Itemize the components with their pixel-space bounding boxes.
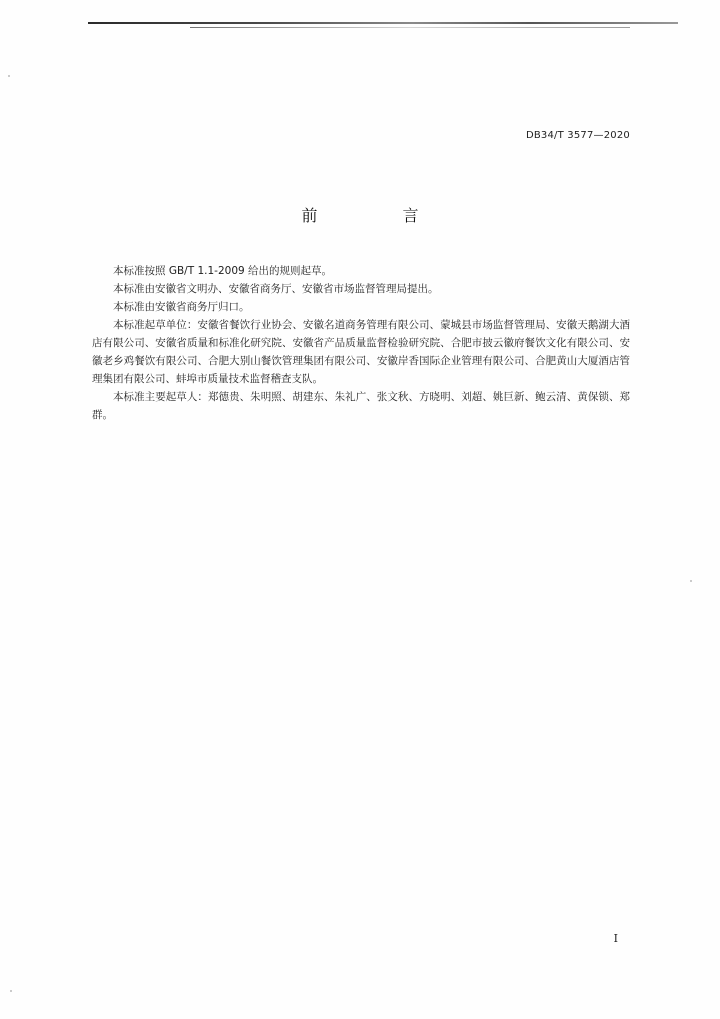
scan-speck xyxy=(8,75,10,77)
foreword-body xyxy=(92,262,630,424)
paragraph-drafting-units: 本标准起草单位：安徽省餐饮行业协会、安徽名道商务管理有限公司、蒙城县市场监督管理局、安徽天鹅湖大酒店有限公司、安徽省质量和标准化研究院、安徽省产品质量监督检验研究院、合肥市披云徽府餐饮文化有限公司、安徽老乡鸡餐饮有限公司、合肥大别山餐饮管理集团有限公司、安徽岸香国际企业管理有限公司、合肥黄山大厦酒店管理集团有限公司、蚌埠市质量技术监督稽查支队。 xyxy=(92,319,630,385)
document-code: DB34/T 3577—2020 xyxy=(525,130,630,141)
scan-speck xyxy=(10,990,12,992)
paragraph-drafting-rule: 本标准按照 GB/T 1.1-2009 给出的规则起草。 xyxy=(113,265,333,277)
scan-artifact-line-thin xyxy=(190,27,630,28)
paragraph-centralized: 本标准由安徽省商务厅归口。 xyxy=(113,301,250,313)
scan-artifact-line xyxy=(88,22,678,24)
page-number: I xyxy=(613,932,618,945)
paragraph-proposer: 本标准由安徽省文明办、安徽省商务厅、安徽省市场监督管理局提出。 xyxy=(113,283,439,295)
scan-speck xyxy=(690,580,692,582)
paragraph-drafters: 本标准主要起草人：郑德贵、朱明照、胡建东、朱礼广、张文秋、方晓明、刘超、姚巨新、鲍云清、黄保锁、郑群。 xyxy=(92,391,630,421)
foreword-title: 前 言 xyxy=(301,206,459,225)
